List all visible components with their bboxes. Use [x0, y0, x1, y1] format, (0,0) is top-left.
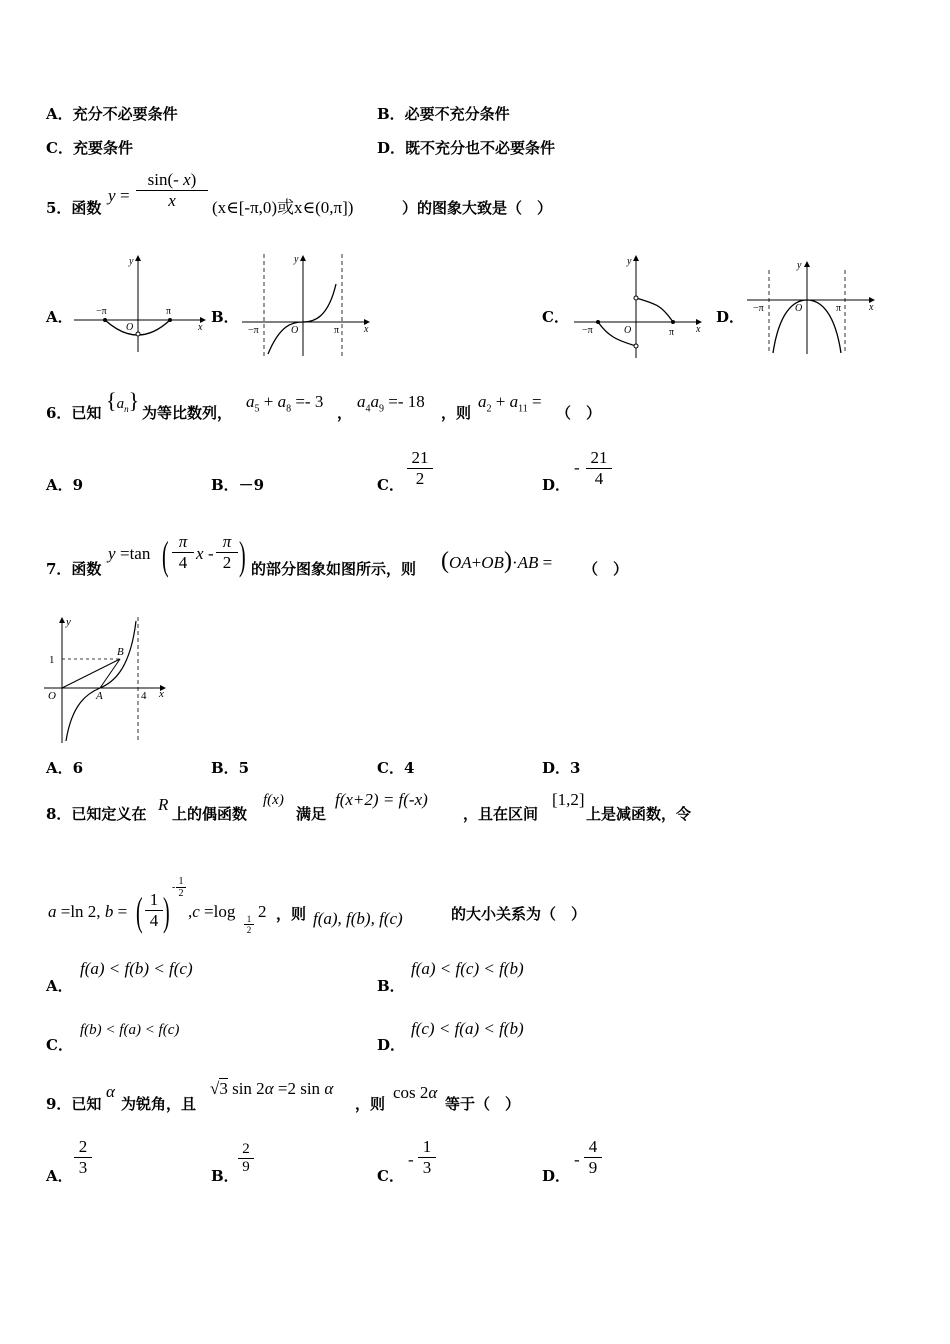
q6-suffix: （ ）	[556, 404, 602, 422]
q6-ask: $a_2 + a_{11}$ =	[478, 392, 542, 415]
q6-option-d: $\frac{21}{4}$	[586, 448, 612, 489]
svg-text:4: 4	[141, 690, 147, 702]
q5-number: 5．函数	[46, 199, 102, 217]
svg-text:O: O	[795, 303, 803, 314]
q6-option-b: B．－9	[211, 476, 265, 494]
q9-ask: cos 2α	[393, 1083, 438, 1102]
svg-text:y: y	[294, 254, 299, 265]
q6-seq: $\{a_n\}$	[106, 388, 140, 414]
svg-text:−π: −π	[753, 303, 764, 314]
q9-option-a-label: A．	[46, 1167, 73, 1185]
q6-cond1: $a_5 + a_8 =- 3$	[246, 392, 324, 415]
q4-option-d: D．既不充分也不必要条件	[377, 139, 556, 157]
svg-text:B: B	[117, 646, 124, 658]
q8-t6: 的大小关系为（ ）	[451, 905, 587, 923]
svg-text:π: π	[836, 303, 842, 314]
svg-text:y: y	[66, 616, 71, 628]
q8-R: R	[158, 795, 169, 814]
q8-t3: ，且在区间	[463, 805, 539, 823]
q9-number: 9．已知	[46, 1095, 102, 1113]
q5-suffix: ）的图象大致是（ ）	[402, 199, 553, 217]
q6-option-d-minus: -	[574, 458, 580, 477]
q5-label-b: B．	[211, 308, 239, 326]
q8-number: 8．已知定义在	[46, 805, 147, 823]
svg-text:x: x	[364, 324, 369, 335]
svg-text:x: x	[159, 688, 164, 700]
q8-option-a: f(a) < f(b) < f(c)	[80, 959, 193, 978]
q6-number: 6．已知	[46, 404, 102, 422]
q7-number: 7．函数	[46, 560, 102, 578]
q8-option-c-label: C．	[46, 1036, 73, 1054]
svg-text:1: 1	[49, 654, 55, 666]
q8-cond: f(x+2) = f(-x)	[335, 790, 428, 809]
q9-option-d: $\frac{4}{9}$	[584, 1137, 602, 1178]
q9-option-b-label: B．	[211, 1167, 239, 1185]
q8-option-d-label: D．	[377, 1036, 406, 1054]
q9-t2: ，则	[355, 1095, 386, 1113]
q5-graph-d	[745, 258, 880, 358]
svg-text:O: O	[48, 690, 56, 702]
q9-option-c-minus: -	[408, 1150, 414, 1169]
q9-option-b: $\frac{2}{9}$	[238, 1141, 254, 1176]
q7-suffix: （ ）	[583, 560, 629, 578]
q9-t1: 为锐角，且	[121, 1095, 197, 1113]
q4-option-b: B．必要不充分条件	[377, 105, 510, 123]
q6-option-a: A．9	[46, 476, 84, 494]
svg-text:−π: −π	[96, 306, 107, 317]
q5-label-d: D．	[716, 308, 745, 326]
q9-option-a: $\frac{2}{3}$	[74, 1137, 92, 1178]
q8-defs: a =ln 2, b = ( $\frac{1}{4}$ ) - $\frac{1}{2}$ ,c =log $\frac{1}{2}$ 2	[48, 876, 267, 935]
q8-t4: 上是减函数，令	[586, 805, 692, 823]
q8-interval: [1,2]	[552, 790, 585, 809]
q6-comma: ，	[337, 404, 353, 422]
svg-text:x: x	[198, 322, 203, 333]
svg-text:O: O	[624, 325, 632, 336]
q5-domain: (x∈[-π,0)或x∈(0,π])	[212, 198, 354, 217]
svg-text:x: x	[696, 324, 701, 335]
svg-text:y: y	[797, 260, 802, 271]
q7-desc: 的部分图象如图所示，则	[251, 560, 417, 578]
q5-label-a: A．	[46, 308, 73, 326]
svg-text:−π: −π	[248, 325, 259, 336]
q8-option-b-label: B．	[377, 977, 405, 995]
q6-option-c: $\frac{21}{2}$	[407, 448, 433, 489]
q5-graph-b	[240, 250, 375, 360]
q7-option-d: D．3	[542, 759, 581, 777]
q8-t5: ，则	[276, 905, 307, 923]
q9-alpha: α	[106, 1082, 115, 1101]
q9-option-d-label: D．	[542, 1167, 571, 1185]
svg-text:y: y	[627, 256, 632, 267]
q6-desc: 为等比数列，	[142, 404, 233, 422]
q7-graph	[44, 613, 174, 748]
svg-text:A: A	[96, 690, 103, 702]
q9-option-d-minus: -	[574, 1150, 580, 1169]
q4-option-a: A．充分不必要条件	[46, 105, 178, 123]
q7-formula: y =tan ( $\frac{\pi}{4}$ x - $\frac{\pi}{2}$ )	[108, 532, 246, 578]
q9-cond: √3 sin 2α =2 sin α	[210, 1079, 334, 1098]
q8-option-d: f(c) < f(a) < f(b)	[411, 1019, 524, 1038]
q7-option-c: C．4	[377, 759, 415, 777]
q8-option-b: f(a) < f(c) < f(b)	[411, 959, 524, 978]
svg-text:π: π	[669, 327, 675, 338]
q7-expr: (OA+OB)·AB =	[441, 548, 553, 574]
q6-option-d-label: D．	[542, 476, 571, 494]
svg-text:O: O	[126, 322, 134, 333]
svg-text:π: π	[334, 325, 340, 336]
svg-text:−π: −π	[582, 325, 593, 336]
q8-t1: 上的偶函数	[172, 805, 248, 823]
q5-graph-c	[572, 250, 708, 360]
q6-cond2: $a_4a_9 =- 18$	[357, 392, 425, 415]
q6-option-c-label: C．	[377, 476, 404, 494]
q9-option-c: $\frac{1}{3}$	[418, 1137, 436, 1178]
q7-option-a: A．6	[46, 759, 84, 777]
q5-label-c: C．	[542, 308, 569, 326]
q8-option-c: f(b) < f(a) < f(c)	[80, 1022, 180, 1038]
q9-t3: 等于（ ）	[445, 1095, 521, 1113]
q6-then: ，则	[441, 404, 472, 422]
q8-t2: 满足	[296, 805, 327, 823]
svg-text:π: π	[166, 306, 172, 317]
q8-fx: f(x)	[263, 792, 284, 808]
q8-vals: f(a), f(b), f(c)	[313, 909, 403, 928]
svg-text:x: x	[869, 302, 874, 313]
q5-graph-a	[72, 250, 210, 355]
q4-option-c: C．充要条件	[46, 139, 133, 157]
svg-text:O: O	[291, 325, 299, 336]
q8-option-a-label: A．	[46, 977, 73, 995]
svg-text:y: y	[129, 256, 134, 267]
q9-option-c-label: C．	[377, 1167, 404, 1185]
q7-option-b: B．5	[211, 759, 250, 777]
